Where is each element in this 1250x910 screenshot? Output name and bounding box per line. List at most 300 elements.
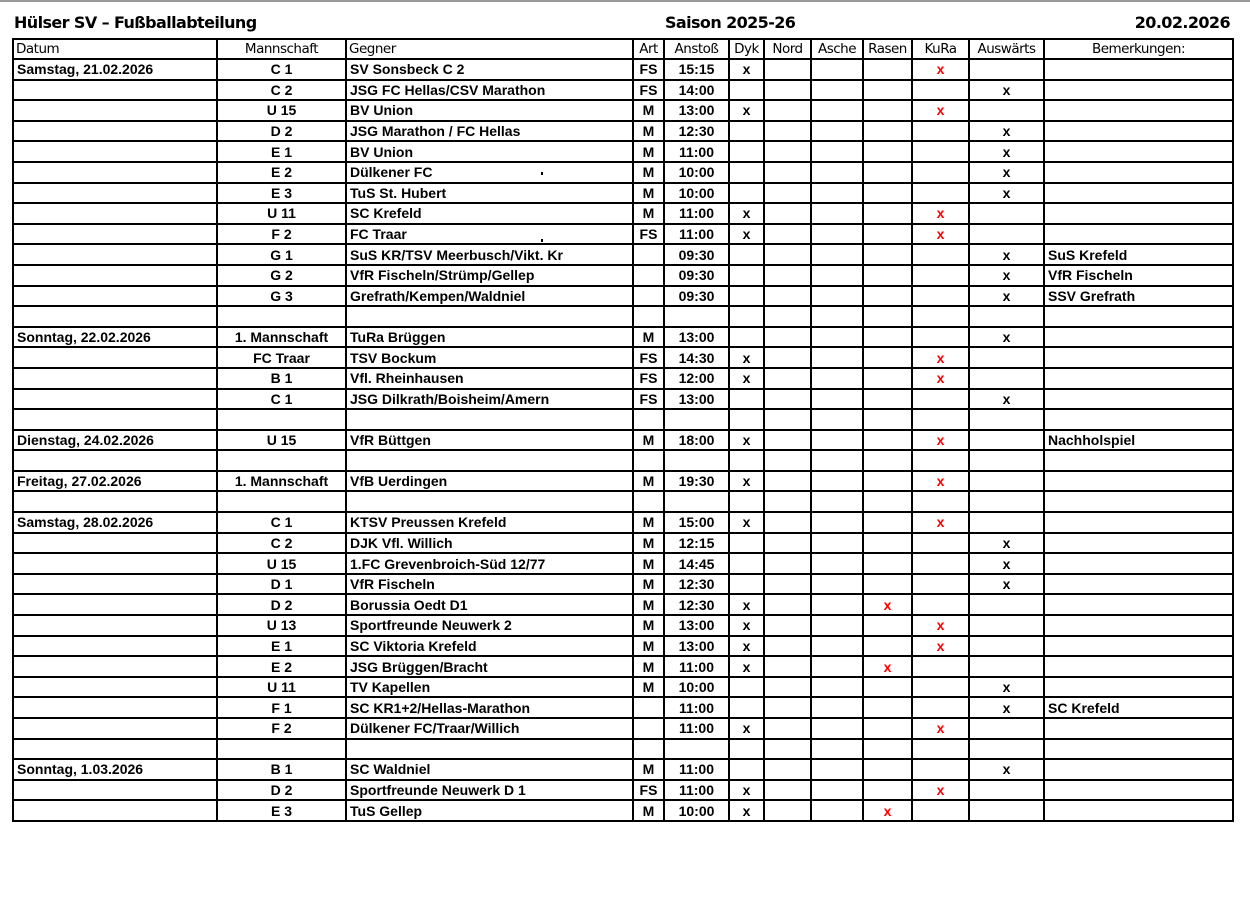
cell-dyk-mark: x xyxy=(729,224,764,245)
cell-mannschaft: U 15 xyxy=(217,100,346,121)
cell-mannschaft xyxy=(217,491,346,512)
cell-auswaerts-mark xyxy=(969,430,1044,451)
cell-asche-mark xyxy=(811,244,863,265)
header-anstoss: Anstoß xyxy=(664,39,729,59)
cell-art xyxy=(633,286,664,307)
cell-auswaerts-mark: x xyxy=(969,553,1044,574)
cell-nord-mark xyxy=(764,141,811,162)
header-datum: Datum xyxy=(13,39,217,59)
cell-nord-mark xyxy=(764,677,811,698)
cell-art xyxy=(633,718,664,739)
cell-datum xyxy=(13,677,217,698)
cell-nord-mark xyxy=(764,162,811,183)
cell-kura-mark xyxy=(912,450,969,471)
cell-auswaerts-mark xyxy=(969,636,1044,657)
table-row xyxy=(13,759,1233,780)
cell-dyk-mark: x xyxy=(729,780,764,801)
cell-rasen-mark xyxy=(863,471,912,492)
cell-kura-mark xyxy=(912,80,969,101)
cell-auswaerts-mark: x xyxy=(969,244,1044,265)
cell-anstoss xyxy=(664,491,729,512)
cell-asche-mark xyxy=(811,718,863,739)
cell-rasen-mark xyxy=(863,512,912,533)
cell-art: M xyxy=(633,636,664,657)
cell-dyk-mark xyxy=(729,162,764,183)
cell-anstoss: 10:00 xyxy=(664,162,729,183)
header-kura: KuRa xyxy=(912,39,969,59)
cell-art: M xyxy=(633,800,664,821)
cell-bemerkung xyxy=(1044,450,1233,471)
cell-mannschaft: G 3 xyxy=(217,286,346,307)
cell-art: M xyxy=(633,512,664,533)
cell-bemerkung xyxy=(1044,636,1233,657)
cell-gegner: Vfl. Rheinhausen xyxy=(346,368,633,389)
cell-datum xyxy=(13,574,217,595)
table-row xyxy=(13,389,1233,410)
cell-anstoss: 09:30 xyxy=(664,265,729,286)
cell-nord-mark xyxy=(764,533,811,554)
cell-mannschaft: D 2 xyxy=(217,121,346,142)
cell-art: M xyxy=(633,533,664,554)
cell-kura-mark xyxy=(912,389,969,410)
cell-art xyxy=(633,491,664,512)
cell-asche-mark xyxy=(811,574,863,595)
cell-dyk-mark: x xyxy=(729,59,764,80)
table-row xyxy=(13,347,1233,368)
cell-auswaerts-mark: x xyxy=(969,121,1044,142)
cell-mannschaft: C 1 xyxy=(217,389,346,410)
cell-datum: Samstag, 28.02.2026 xyxy=(13,512,217,533)
cell-anstoss: 14:00 xyxy=(664,80,729,101)
table-row xyxy=(13,286,1233,307)
cell-bemerkung: SC Krefeld xyxy=(1044,697,1233,718)
header-bemerkungen: Bemerkungen: xyxy=(1044,39,1233,59)
cell-bemerkung xyxy=(1044,533,1233,554)
header-gegner: Gegner xyxy=(346,39,633,59)
cell-mannschaft xyxy=(217,409,346,430)
cell-asche-mark xyxy=(811,594,863,615)
cell-nord-mark xyxy=(764,183,811,204)
cell-dyk-mark: x xyxy=(729,615,764,636)
cell-asche-mark xyxy=(811,615,863,636)
cell-dyk-mark: x xyxy=(729,800,764,821)
cell-gegner: SuS KR/TSV Meerbusch/Vikt. Kr xyxy=(346,244,633,265)
table-row xyxy=(13,594,1233,615)
cell-rasen-mark xyxy=(863,450,912,471)
cell-auswaerts-mark: x xyxy=(969,574,1044,595)
cell-datum xyxy=(13,553,217,574)
cell-dyk-mark: x xyxy=(729,368,764,389)
cell-datum xyxy=(13,306,217,327)
cell-dyk-mark: x xyxy=(729,636,764,657)
cell-bemerkung xyxy=(1044,594,1233,615)
cell-datum xyxy=(13,636,217,657)
header-asche: Asche xyxy=(811,39,863,59)
cell-nord-mark xyxy=(764,368,811,389)
cell-asche-mark xyxy=(811,677,863,698)
cell-gegner: TuS Gellep xyxy=(346,800,633,821)
cell-asche-mark xyxy=(811,80,863,101)
cell-gegner: SV Sonsbeck C 2 xyxy=(346,59,633,80)
cell-art: FS xyxy=(633,224,664,245)
cell-rasen-mark xyxy=(863,203,912,224)
cell-auswaerts-mark xyxy=(969,491,1044,512)
cell-dyk-mark: x xyxy=(729,594,764,615)
cell-gegner: TV Kapellen xyxy=(346,677,633,698)
cell-nord-mark xyxy=(764,718,811,739)
cell-bemerkung xyxy=(1044,759,1233,780)
cell-rasen-mark xyxy=(863,615,912,636)
cell-datum xyxy=(13,615,217,636)
cell-kura-mark xyxy=(912,739,969,760)
cell-datum xyxy=(13,800,217,821)
cell-auswaerts-mark: x xyxy=(969,327,1044,348)
cell-rasen-mark xyxy=(863,100,912,121)
cell-bemerkung xyxy=(1044,100,1233,121)
cell-anstoss: 11:00 xyxy=(664,780,729,801)
cell-art: M xyxy=(633,594,664,615)
cell-asche-mark xyxy=(811,389,863,410)
cell-asche-mark xyxy=(811,368,863,389)
cell-auswaerts-mark: x xyxy=(969,389,1044,410)
cell-asche-mark xyxy=(811,636,863,657)
cell-kura-mark xyxy=(912,409,969,430)
cell-kura-mark xyxy=(912,800,969,821)
cell-dyk-mark xyxy=(729,286,764,307)
cell-gegner: JSG Dilkrath/Boisheim/Amern xyxy=(346,389,633,410)
cell-asche-mark xyxy=(811,471,863,492)
cell-art xyxy=(633,306,664,327)
cell-anstoss: 12:30 xyxy=(664,594,729,615)
table-row xyxy=(13,430,1233,451)
document-date: 20.02.2026 xyxy=(1134,13,1230,32)
cell-dyk-mark: x xyxy=(729,203,764,224)
cell-kura-mark: x xyxy=(912,203,969,224)
cell-nord-mark xyxy=(764,739,811,760)
cell-asche-mark xyxy=(811,780,863,801)
cell-auswaerts-mark xyxy=(969,800,1044,821)
cell-bemerkung: SSV Grefrath xyxy=(1044,286,1233,307)
cell-nord-mark xyxy=(764,203,811,224)
cell-mannschaft: U 13 xyxy=(217,615,346,636)
cell-nord-mark xyxy=(764,80,811,101)
cell-datum xyxy=(13,491,217,512)
cell-dyk-mark xyxy=(729,389,764,410)
table-row xyxy=(13,80,1233,101)
cell-nord-mark xyxy=(764,800,811,821)
cell-datum xyxy=(13,183,217,204)
cell-art: FS xyxy=(633,368,664,389)
table-row xyxy=(13,265,1233,286)
cell-asche-mark xyxy=(811,265,863,286)
cell-bemerkung xyxy=(1044,718,1233,739)
table-row xyxy=(13,368,1233,389)
table-row xyxy=(13,677,1233,698)
table-row xyxy=(13,553,1233,574)
cell-anstoss: 13:00 xyxy=(664,100,729,121)
cell-rasen-mark xyxy=(863,121,912,142)
cell-art: FS xyxy=(633,389,664,410)
cell-rasen-mark xyxy=(863,677,912,698)
cell-art: M xyxy=(633,100,664,121)
cell-art: FS xyxy=(633,80,664,101)
cell-kura-mark: x xyxy=(912,368,969,389)
cell-rasen-mark xyxy=(863,533,912,554)
cell-anstoss: 11:00 xyxy=(664,224,729,245)
cell-art xyxy=(633,265,664,286)
document-title: Hülser SV – Fußballabteilung xyxy=(14,13,257,32)
page-top-border xyxy=(0,0,1250,2)
cell-rasen-mark xyxy=(863,553,912,574)
cell-auswaerts-mark xyxy=(969,594,1044,615)
cell-art xyxy=(633,697,664,718)
cell-mannschaft: F 1 xyxy=(217,697,346,718)
cell-auswaerts-mark xyxy=(969,306,1044,327)
cell-gegner: Borussia Oedt D1 xyxy=(346,594,633,615)
table-row xyxy=(13,800,1233,821)
cell-nord-mark xyxy=(764,347,811,368)
cell-gegner: VfR Büttgen xyxy=(346,430,633,451)
cell-nord-mark xyxy=(764,409,811,430)
table-row xyxy=(13,615,1233,636)
cell-auswaerts-mark: x xyxy=(969,677,1044,698)
cell-rasen-mark xyxy=(863,327,912,348)
cell-nord-mark xyxy=(764,59,811,80)
cell-rasen-mark xyxy=(863,183,912,204)
cell-art: M xyxy=(633,203,664,224)
cell-gegner: VfB Uerdingen xyxy=(346,471,633,492)
match-schedule-table xyxy=(12,38,1234,822)
cell-anstoss: 10:00 xyxy=(664,183,729,204)
cell-gegner: BV Union xyxy=(346,141,633,162)
cell-asche-mark xyxy=(811,203,863,224)
cell-art: FS xyxy=(633,347,664,368)
cell-kura-mark xyxy=(912,162,969,183)
cell-anstoss: 15:00 xyxy=(664,512,729,533)
cell-mannschaft: C 2 xyxy=(217,80,346,101)
cell-datum xyxy=(13,100,217,121)
cell-gegner: KTSV Preussen Krefeld xyxy=(346,512,633,533)
cell-mannschaft xyxy=(217,450,346,471)
cell-gegner: VfR Fischeln/Strümp/Gellep xyxy=(346,265,633,286)
table-row xyxy=(13,141,1233,162)
cell-bemerkung xyxy=(1044,471,1233,492)
table-row xyxy=(13,327,1233,348)
cell-datum xyxy=(13,368,217,389)
cell-kura-mark: x xyxy=(912,615,969,636)
cell-datum: Sonntag, 22.02.2026 xyxy=(13,327,217,348)
cell-dyk-mark xyxy=(729,553,764,574)
header-art: Art xyxy=(633,39,664,59)
cell-art: M xyxy=(633,327,664,348)
cell-rasen-mark xyxy=(863,636,912,657)
cell-art: M xyxy=(633,553,664,574)
cell-asche-mark xyxy=(811,409,863,430)
cell-nord-mark xyxy=(764,450,811,471)
cell-dyk-mark xyxy=(729,450,764,471)
cell-dyk-mark xyxy=(729,141,764,162)
cell-anstoss: 13:00 xyxy=(664,389,729,410)
cell-auswaerts-mark: x xyxy=(969,141,1044,162)
cell-mannschaft: FC Traar xyxy=(217,347,346,368)
cell-mannschaft: E 3 xyxy=(217,183,346,204)
cell-art: M xyxy=(633,183,664,204)
cell-mannschaft: C 1 xyxy=(217,59,346,80)
cell-datum xyxy=(13,80,217,101)
header-rasen: Rasen xyxy=(863,39,912,59)
cell-dyk-mark xyxy=(729,80,764,101)
cell-bemerkung xyxy=(1044,656,1233,677)
cell-mannschaft: E 1 xyxy=(217,141,346,162)
cell-bemerkung xyxy=(1044,327,1233,348)
stray-mark xyxy=(541,239,543,242)
cell-mannschaft: 1. Mannschaft xyxy=(217,471,346,492)
table-row xyxy=(13,409,1233,430)
cell-mannschaft xyxy=(217,739,346,760)
cell-datum xyxy=(13,718,217,739)
table-row xyxy=(13,100,1233,121)
table-row xyxy=(13,471,1233,492)
cell-bemerkung xyxy=(1044,491,1233,512)
cell-anstoss: 19:30 xyxy=(664,471,729,492)
cell-gegner: SC Krefeld xyxy=(346,203,633,224)
cell-datum xyxy=(13,265,217,286)
cell-auswaerts-mark: x xyxy=(969,533,1044,554)
cell-nord-mark xyxy=(764,244,811,265)
cell-asche-mark xyxy=(811,121,863,142)
cell-anstoss: 11:00 xyxy=(664,718,729,739)
cell-art: FS xyxy=(633,59,664,80)
cell-rasen-mark xyxy=(863,780,912,801)
header-dyk: Dyk xyxy=(729,39,764,59)
cell-datum: Freitag, 27.02.2026 xyxy=(13,471,217,492)
cell-kura-mark xyxy=(912,327,969,348)
cell-anstoss: 14:30 xyxy=(664,347,729,368)
table-row xyxy=(13,203,1233,224)
table-row xyxy=(13,697,1233,718)
cell-gegner: VfR Fischeln xyxy=(346,574,633,595)
cell-anstoss xyxy=(664,409,729,430)
cell-bemerkung: Nachholspiel xyxy=(1044,430,1233,451)
cell-anstoss xyxy=(664,739,729,760)
cell-anstoss: 11:00 xyxy=(664,656,729,677)
cell-dyk-mark xyxy=(729,183,764,204)
cell-anstoss: 11:00 xyxy=(664,203,729,224)
cell-anstoss: 09:30 xyxy=(664,244,729,265)
cell-bemerkung xyxy=(1044,306,1233,327)
cell-mannschaft: C 1 xyxy=(217,512,346,533)
cell-mannschaft xyxy=(217,306,346,327)
cell-kura-mark xyxy=(912,677,969,698)
table-row xyxy=(13,533,1233,554)
cell-datum xyxy=(13,203,217,224)
cell-datum xyxy=(13,594,217,615)
cell-bemerkung xyxy=(1044,203,1233,224)
cell-dyk-mark: x xyxy=(729,512,764,533)
cell-gegner: DJK Vfl. Willich xyxy=(346,533,633,554)
cell-art: M xyxy=(633,677,664,698)
cell-auswaerts-mark xyxy=(969,450,1044,471)
cell-asche-mark xyxy=(811,739,863,760)
cell-auswaerts-mark: x xyxy=(969,697,1044,718)
cell-dyk-mark xyxy=(729,697,764,718)
cell-asche-mark xyxy=(811,100,863,121)
cell-auswaerts-mark xyxy=(969,739,1044,760)
cell-asche-mark xyxy=(811,450,863,471)
table-row xyxy=(13,306,1233,327)
cell-gegner: JSG Marathon / FC Hellas xyxy=(346,121,633,142)
cell-gegner xyxy=(346,491,633,512)
cell-bemerkung xyxy=(1044,677,1233,698)
cell-rasen-mark: x xyxy=(863,594,912,615)
cell-dyk-mark xyxy=(729,739,764,760)
cell-asche-mark xyxy=(811,512,863,533)
cell-gegner: SC KR1+2/Hellas-Marathon xyxy=(346,697,633,718)
cell-kura-mark xyxy=(912,306,969,327)
cell-nord-mark xyxy=(764,491,811,512)
cell-gegner: Dülkener FC/Traar/Willich xyxy=(346,718,633,739)
cell-anstoss: 13:00 xyxy=(664,636,729,657)
cell-datum xyxy=(13,286,217,307)
cell-asche-mark xyxy=(811,759,863,780)
cell-mannschaft: U 11 xyxy=(217,203,346,224)
cell-datum xyxy=(13,780,217,801)
cell-nord-mark xyxy=(764,697,811,718)
cell-datum xyxy=(13,141,217,162)
cell-dyk-mark: x xyxy=(729,718,764,739)
cell-auswaerts-mark xyxy=(969,780,1044,801)
cell-auswaerts-mark xyxy=(969,656,1044,677)
cell-anstoss: 13:00 xyxy=(664,327,729,348)
cell-mannschaft: F 2 xyxy=(217,224,346,245)
cell-kura-mark xyxy=(912,141,969,162)
cell-datum xyxy=(13,121,217,142)
cell-mannschaft: F 2 xyxy=(217,718,346,739)
cell-asche-mark xyxy=(811,347,863,368)
cell-datum xyxy=(13,409,217,430)
cell-asche-mark xyxy=(811,697,863,718)
cell-rasen-mark xyxy=(863,718,912,739)
header-auswaerts: Auswärts xyxy=(969,39,1044,59)
cell-gegner xyxy=(346,739,633,760)
cell-nord-mark xyxy=(764,512,811,533)
cell-rasen-mark xyxy=(863,80,912,101)
cell-auswaerts-mark: x xyxy=(969,286,1044,307)
table-row xyxy=(13,59,1233,80)
cell-asche-mark xyxy=(811,800,863,821)
cell-kura-mark: x xyxy=(912,100,969,121)
cell-art: M xyxy=(633,471,664,492)
cell-mannschaft: G 2 xyxy=(217,265,346,286)
cell-anstoss: 13:00 xyxy=(664,615,729,636)
cell-mannschaft: U 15 xyxy=(217,553,346,574)
cell-auswaerts-mark xyxy=(969,100,1044,121)
cell-nord-mark xyxy=(764,389,811,410)
cell-rasen-mark xyxy=(863,306,912,327)
cell-mannschaft: E 1 xyxy=(217,636,346,657)
header-mannschaft: Mannschaft xyxy=(217,39,346,59)
cell-kura-mark: x xyxy=(912,347,969,368)
cell-nord-mark xyxy=(764,265,811,286)
cell-bemerkung xyxy=(1044,512,1233,533)
cell-bemerkung xyxy=(1044,574,1233,595)
cell-gegner xyxy=(346,450,633,471)
cell-bemerkung: SuS Krefeld xyxy=(1044,244,1233,265)
cell-art xyxy=(633,244,664,265)
table-row xyxy=(13,780,1233,801)
cell-auswaerts-mark: x xyxy=(969,183,1044,204)
cell-rasen-mark xyxy=(863,389,912,410)
